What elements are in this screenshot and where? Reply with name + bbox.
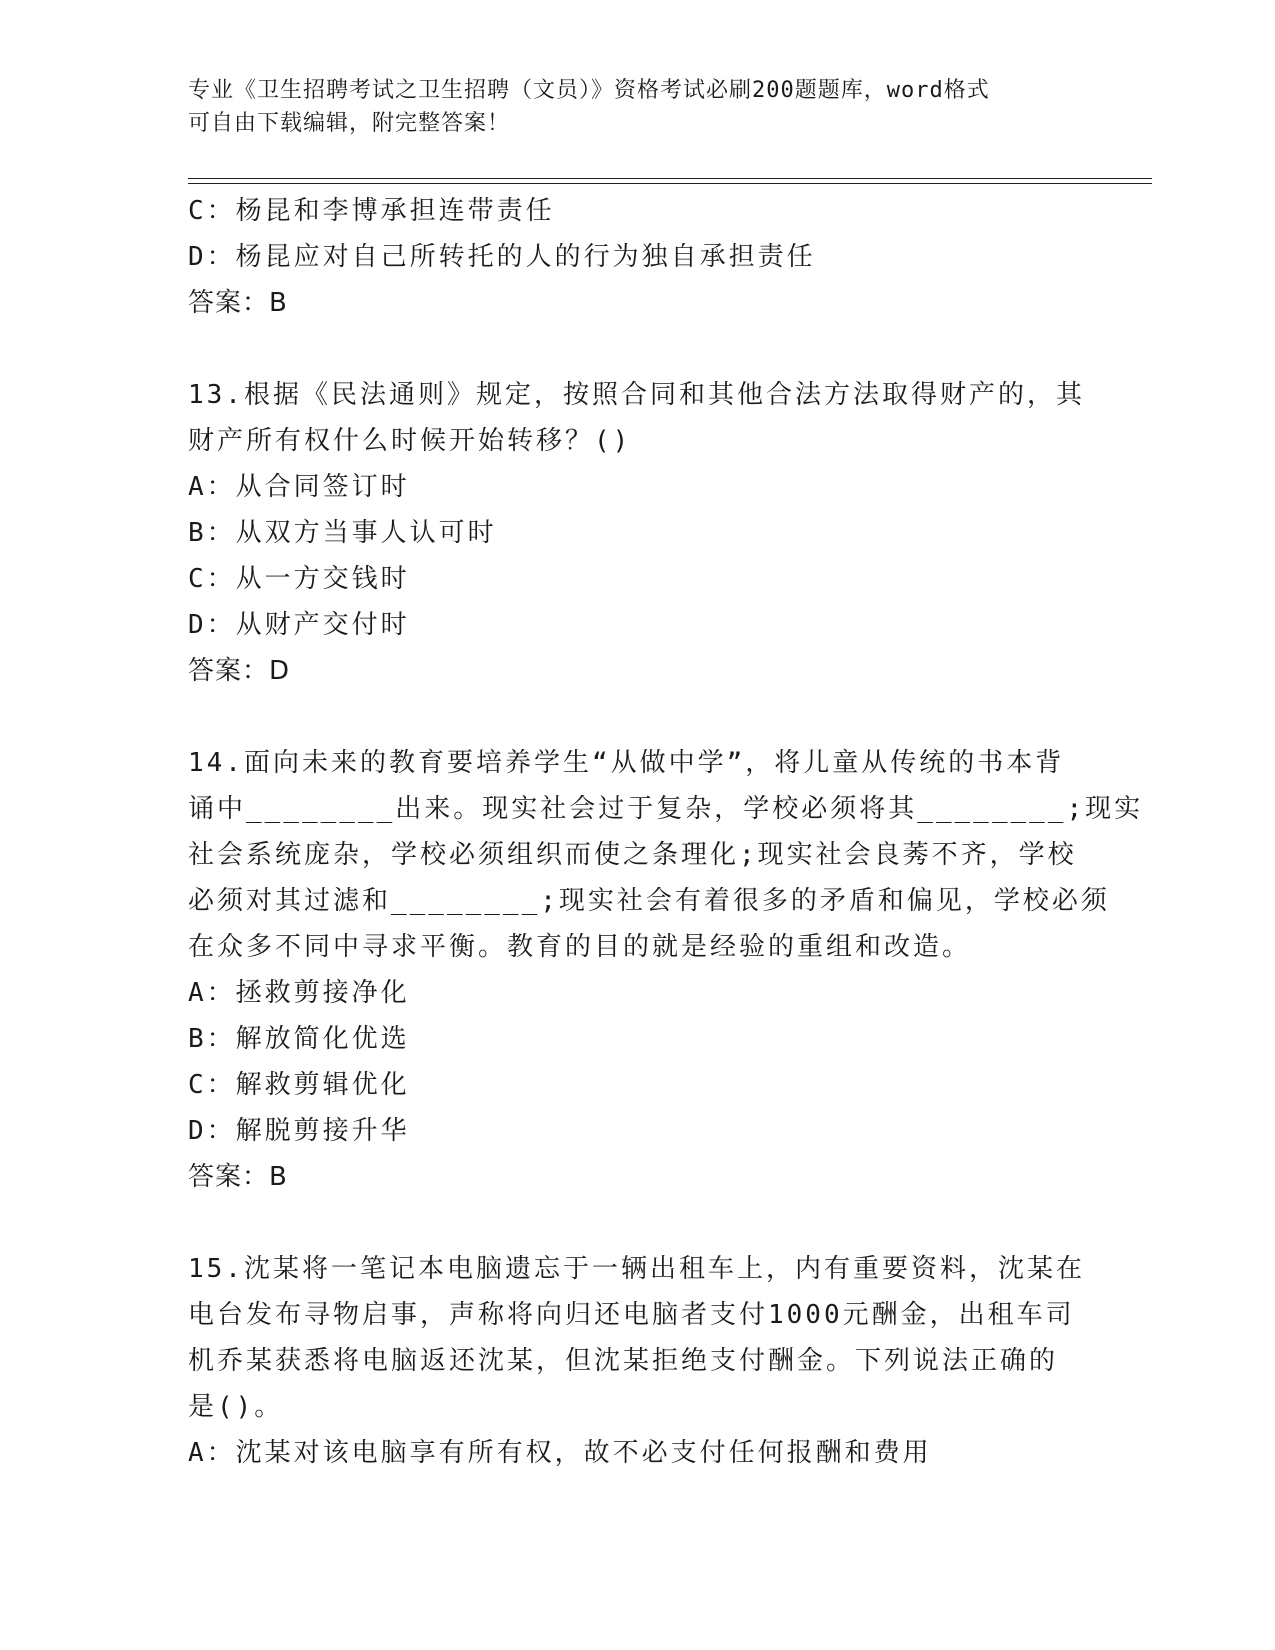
question-13 <box>188 372 1088 694</box>
option-a: A：沈某对该电脑享有所有权，故不必支付任何报酬和费用 <box>188 1438 932 1468</box>
question-stem <box>188 1246 1088 1430</box>
stem-line: 社会系统庞杂，学校必须组织而使之条理化;现实社会良莠不齐，学校 <box>188 840 1077 870</box>
question-stem <box>188 740 1144 970</box>
question-15 <box>188 1246 1088 1476</box>
header-divider-top <box>188 178 1152 179</box>
stem-line: 在众多不同中寻求平衡。教育的目的就是经验的重组和改造。 <box>188 932 972 962</box>
answer-line: 答案：B <box>188 1162 288 1192</box>
header-line-1: 专业《卫生招聘考试之卫生招聘（文员）》资格考试必刷200题题库，word格式 <box>188 78 990 103</box>
answer-line: 答案：D <box>188 656 291 686</box>
option-a: A：从合同签订时 <box>188 472 410 502</box>
question-12-tail <box>188 188 1088 326</box>
option-c: C：解救剪辑优化 <box>188 1070 410 1100</box>
answer-line: 答案：B <box>188 288 288 318</box>
header-divider-bottom <box>188 183 1152 184</box>
stem-line: 13.根据《民法通则》规定，按照合同和其他合法方法取得财产的，其 <box>188 380 1085 410</box>
question-stem <box>188 372 1088 464</box>
question-14 <box>188 740 1144 1200</box>
option-d: D：从财产交付时 <box>188 610 410 640</box>
option-d: D：杨昆应对自己所转托的人的行为独自承担责任 <box>188 242 816 272</box>
stem-line: 机乔某获悉将电脑返还沈某，但沈某拒绝支付酬金。下列说法正确的 <box>188 1346 1059 1376</box>
option-b: B：解放简化优选 <box>188 1024 410 1054</box>
stem-line: 是()。 <box>188 1392 284 1422</box>
option-b: B：从双方当事人认可时 <box>188 518 497 548</box>
stem-line: 15.沈某将一笔记本电脑遗忘于一辆出租车上，内有重要资料，沈某在 <box>188 1254 1085 1284</box>
document-body <box>188 188 1144 1476</box>
stem-line: 财产所有权什么时候开始转移？() <box>188 426 632 456</box>
option-c: C：从一方交钱时 <box>188 564 410 594</box>
header-line-2: 可自由下载编辑，附完整答案！ <box>188 111 511 136</box>
option-a: A：拯救剪接净化 <box>188 978 410 1008</box>
stem-line: 诵中________出来。现实社会过于复杂，学校必须将其________;现实 <box>188 794 1144 824</box>
stem-line: 电台发布寻物启事，声称将向归还电脑者支付1000元酬金，出租车司 <box>188 1300 1075 1330</box>
option-c: C：杨昆和李博承担连带责任 <box>188 196 555 226</box>
document-header <box>188 74 1068 140</box>
stem-line: 14.面向未来的教育要培养学生“从做中学”，将儿童从传统的书本背 <box>188 748 1065 778</box>
option-d: D：解脱剪接升华 <box>188 1116 410 1146</box>
stem-line: 必须对其过滤和________;现实社会有着很多的矛盾和偏见，学校必须 <box>188 886 1110 916</box>
